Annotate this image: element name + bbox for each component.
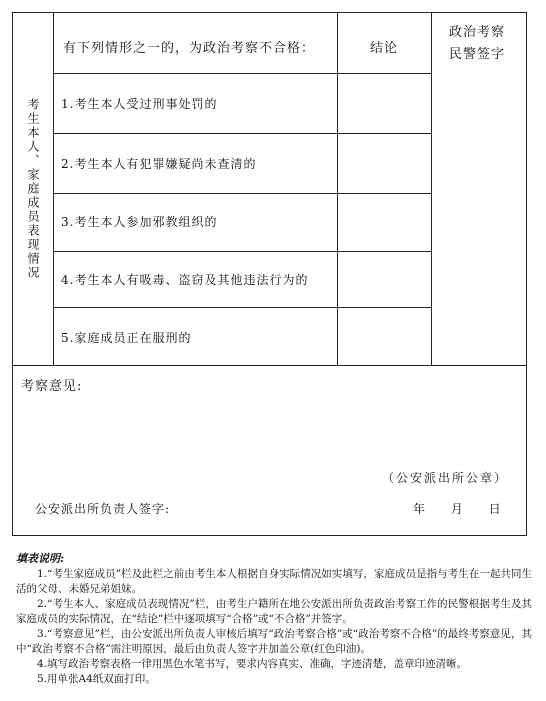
row-3-label: 3.考生本人参加邪教组织的 [61, 215, 218, 229]
header-signature-line2: 民警签字 [449, 47, 506, 62]
side-label: 考生本人、家庭成员表现情况 [26, 98, 40, 280]
side-column-divider [53, 13, 54, 365]
row-divider-1 [53, 133, 431, 134]
instruction-item-2: 2.“考生本人、家庭成员表现情况”栏，由考生户籍所在地公安派出所负责政治考察工作的民警根据考生及其家庭成员的实际情况，在“结论”栏中逐项填写“合格”或“不合格”并签字。 [16, 598, 532, 625]
row-divider-header [53, 73, 431, 74]
row-divider-4 [53, 307, 431, 308]
row-4-label: 4.考生本人有吸毒、盗窃及其他违法行为的 [61, 273, 309, 287]
row-divider-3 [53, 251, 431, 252]
opinion-label: 考察意见: [21, 379, 83, 394]
signature-column-divider [431, 13, 432, 365]
header-signature-line1: 政治考察 [449, 25, 506, 40]
form-instructions [16, 551, 532, 687]
header-condition: 有下列情形之一的，为政治考察不合格： [63, 41, 316, 56]
station-head-signature-label: 公安派出所负责人签字: [35, 502, 171, 516]
row-divider-2 [53, 193, 431, 194]
side-label-cell [13, 13, 53, 365]
instructions-title: 填表说明: [16, 552, 65, 565]
instruction-item-1: 1.“考生家庭成员”栏及此栏之前由考生本人根据自身实际情况如实填写，家庭成员是指与考生在一起共同生活的父母、未婚兄弟姐妹。 [16, 568, 532, 595]
row-1-label: 1.考生本人受过刑事处罚的 [61, 97, 218, 111]
instruction-item-4: 4.填写政治考察表格一律用黑色水笔书写，要求内容真实、准确，字迹清楚，盖章印迹清晰。 [37, 658, 468, 670]
table-bottom-divider [13, 365, 526, 366]
row-5-label: 5.家庭成员正在服刑的 [61, 331, 192, 345]
row-2-label: 2.考生本人有犯罪嫌疑尚未查清的 [61, 157, 257, 171]
instruction-item-3: 3.“考察意见”栏，由公安派出所负责人审核后填写“政治考察合格”或“政治考察不合格”的最终考察意见，其中“政治考察不合格”需注明原因，最后由负责人签字并加盖公章(红色印油)。 [16, 628, 532, 655]
political-review-form [12, 12, 527, 536]
police-station-stamp-label: （公安派出所公章） [381, 471, 508, 485]
header-conclusion: 结论 [370, 41, 399, 56]
conclusion-column-divider [337, 13, 338, 365]
instruction-item-5: 5.用单张A4纸双面打印。 [37, 673, 156, 685]
date-label: 年 月 日 [413, 502, 501, 516]
